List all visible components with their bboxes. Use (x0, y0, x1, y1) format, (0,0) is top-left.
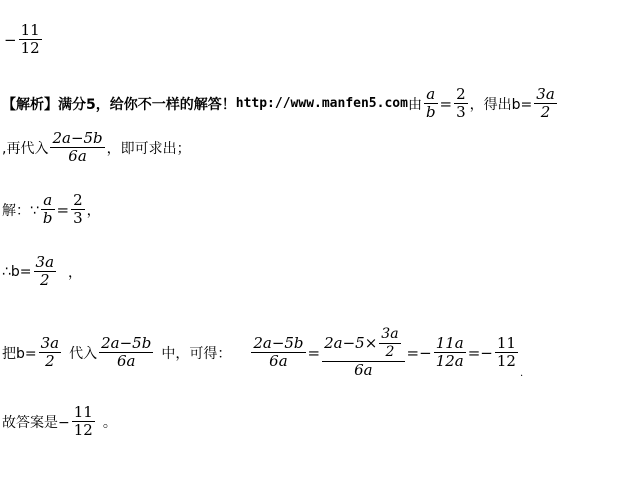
therefore-line (2, 254, 82, 289)
equals-minus: =− (467, 343, 493, 362)
fraction-numerator: 2a−5b (101, 334, 152, 352)
analysis-line (2, 86, 559, 121)
fraction-denominator: 12 (20, 39, 40, 57)
fraction-numerator (322, 326, 404, 361)
fraction-numerator: 3a (536, 85, 555, 103)
answer-line (4, 22, 44, 57)
equals-sign: = (439, 94, 453, 113)
fraction-denominator: 3 (456, 103, 466, 121)
fraction-numerator: 11 (73, 403, 93, 421)
fraction-numerator: a (43, 191, 53, 209)
fraction-denominator: 6a (354, 361, 373, 379)
minus-sign: − (4, 30, 17, 49)
fraction-denominator: 6a (68, 147, 87, 165)
fraction-denominator: 6a (116, 352, 136, 370)
substitution-prefix: 把b= (2, 345, 37, 362)
solution-label: 解：∵ (2, 202, 39, 219)
fraction-3a-over-2 (39, 335, 62, 370)
analysis-label: 【解析】 (2, 96, 58, 113)
period: . (519, 368, 524, 379)
fraction-denominator: b (425, 103, 436, 121)
final-prefix: 故答案是− (2, 414, 70, 431)
solution-line (2, 192, 101, 227)
fraction-3a-over-2 (534, 86, 557, 121)
fraction-numerator: 3a (40, 334, 60, 352)
equals-sign: = (307, 343, 321, 362)
fraction-numerator: 11 (20, 21, 40, 39)
fraction-denominator: 2 (540, 103, 551, 121)
final-suffix: 。 (102, 414, 117, 431)
answer-fraction (19, 22, 42, 57)
equals-minus: =− (406, 343, 432, 362)
text-you: 由 (407, 96, 422, 113)
fraction-numerator: 3a (35, 253, 55, 271)
fraction-denominator: 2 (40, 271, 50, 289)
therefore-prefix: ∴b= (2, 263, 32, 280)
fraction-denominator: 12 (496, 352, 516, 370)
fraction-denominator: 3 (73, 209, 83, 227)
substitute-suffix: ，即可求出； (106, 140, 191, 157)
inner-fraction (379, 326, 400, 361)
fraction-numerator: 11a (435, 334, 464, 352)
fraction-denominator: 12 (73, 421, 93, 439)
fraction-expression (99, 335, 153, 370)
fraction-denominator: 2 (45, 352, 55, 370)
fraction-numerator: 3a (381, 326, 399, 342)
fraction-2-over-3 (454, 86, 468, 121)
fraction-denominator: 6a (269, 352, 288, 370)
substitution-mid: 代入 (69, 345, 98, 362)
fraction-numerator: 11 (496, 334, 516, 352)
fraction-11-over-12 (495, 335, 518, 370)
fraction-expression (50, 130, 104, 165)
fraction-numerator: 2 (456, 85, 466, 103)
text-then-b: ，得出b= (469, 96, 533, 113)
fraction-11-over-12 (72, 404, 95, 439)
solution-suffix: ， (86, 202, 101, 219)
fraction-numerator: 2a−5b (253, 334, 304, 352)
fraction-denominator: b (42, 209, 53, 227)
substitute-line (2, 130, 191, 165)
fraction-3a-over-2 (34, 254, 57, 289)
fraction-compound (322, 326, 404, 379)
therefore-suffix: ， (68, 264, 83, 281)
equals-sign: = (56, 200, 70, 219)
fraction-a-over-b (41, 192, 55, 227)
fraction-a-over-b (424, 86, 438, 121)
fraction-numerator: 2a−5b (52, 129, 103, 147)
fraction-numerator: 2 (73, 191, 83, 209)
fraction-2-over-3 (71, 192, 85, 227)
substitute-prefix: ,再代入 (2, 140, 49, 157)
promo-url: http://www.manfen5.com (235, 96, 408, 111)
substitution-tail: 中，可得： (161, 345, 232, 362)
final-answer-line (2, 404, 117, 439)
fraction-11a-over-12a (434, 335, 466, 370)
fraction-denominator: 2 (385, 344, 395, 360)
fraction-numerator: a (426, 85, 436, 103)
numerator-prefix: 2a−5× (324, 334, 378, 352)
fraction-denominator: 12a (435, 352, 464, 370)
fraction-lhs (251, 335, 305, 370)
substitution-line (2, 326, 523, 379)
promo-text: 满分5，给你不一样的解答！ (58, 96, 236, 113)
